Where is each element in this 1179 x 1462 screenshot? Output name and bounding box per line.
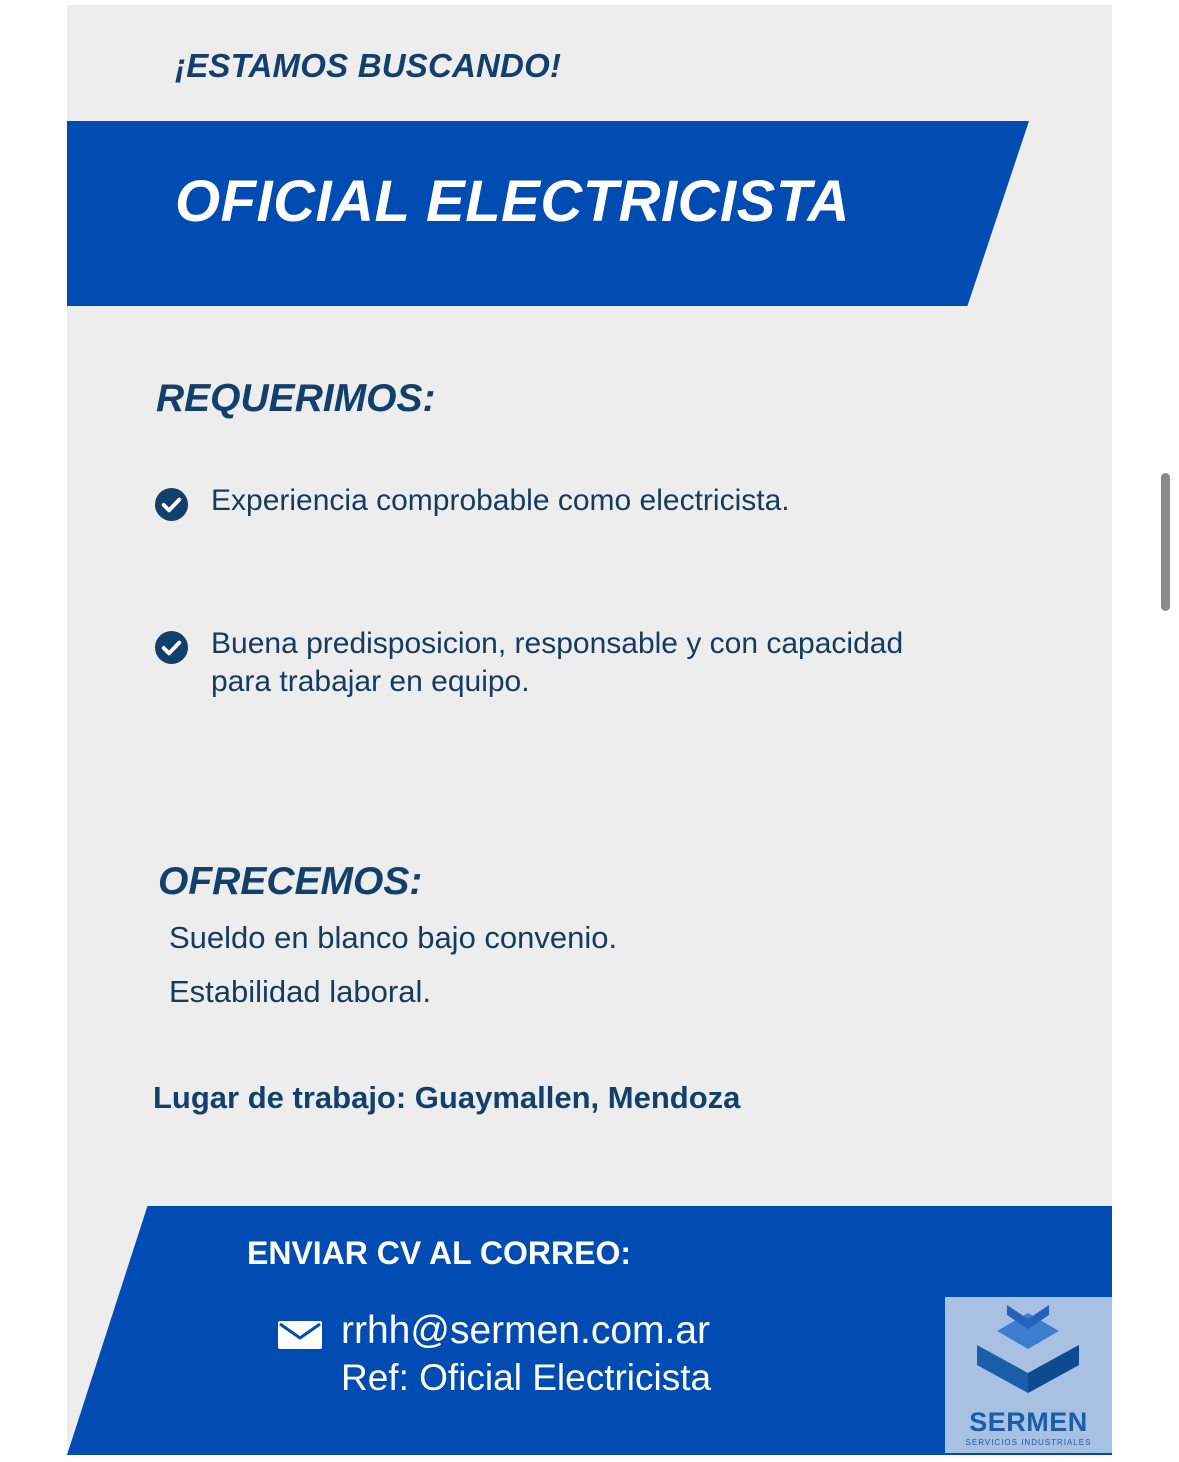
- sermen-logo-mark-icon: [967, 1301, 1089, 1409]
- envelope-icon: [278, 1321, 322, 1349]
- kicker-text: ¡ESTAMOS BUSCANDO!: [175, 47, 562, 84]
- requirement-text: Buena predisposicion, responsable y con capacidad para trabajar en equipo.: [211, 627, 904, 698]
- job-title: OFICIAL ELECTRICISTA: [175, 169, 850, 234]
- brand-name: SERMEN: [969, 1407, 1088, 1437]
- contact-heading: ENVIAR CV AL CORREO:: [247, 1235, 632, 1271]
- offer-item: Estabilidad laboral.: [169, 974, 431, 1009]
- offer-item: Sueldo en blanco bajo convenio.: [169, 920, 618, 955]
- work-location: Lugar de trabajo: Guaymallen, Mendoza: [153, 1080, 741, 1115]
- requirements-heading: REQUERIMOS:: [156, 377, 436, 420]
- job-poster: [67, 5, 1112, 1455]
- check-circle-icon: [154, 630, 189, 665]
- offers-heading: OFRECEMOS:: [158, 860, 423, 903]
- vertical-scrollbar[interactable]: [1161, 473, 1170, 611]
- check-circle-icon: [154, 487, 189, 522]
- requirement-text: Experiencia comprobable como electricista.: [211, 484, 790, 517]
- brand-tagline: SERVICIOS INDUSTRIALES: [965, 1438, 1092, 1447]
- job-reference: Ref: Oficial Electricista: [341, 1357, 712, 1398]
- company-logo: [945, 1297, 1112, 1453]
- contact-email[interactable]: rrhh@sermen.com.ar: [341, 1309, 711, 1352]
